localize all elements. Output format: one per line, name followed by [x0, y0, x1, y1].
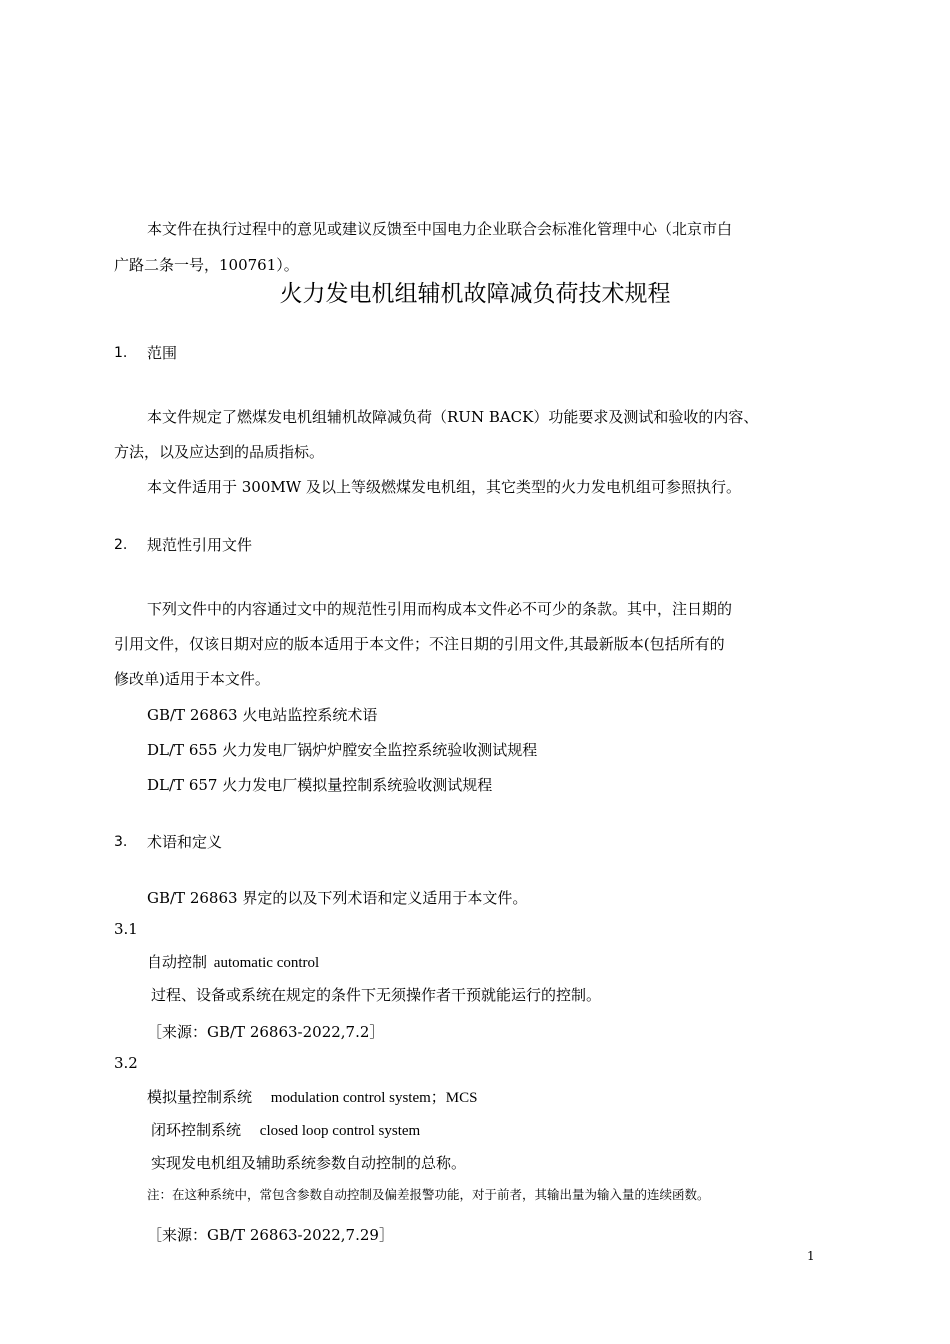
section-2-paragraph-line-1: 下列文件中的内容通过文中的规范性引用而构成本文件必不可少的条款。其中，注日期的: [147, 600, 733, 618]
term-definition: 过程、设备或系统在规定的条件下无须操作者干预就能运行的控制。: [151, 986, 602, 1004]
section-2-paragraph-line-2: 引用文件，仅该日期对应的版本适用于本文件；不注日期的引用文件,其最新版本(包括所有的: [114, 635, 725, 653]
section-1-title: 范围: [147, 344, 178, 362]
section-1-paragraph-1-line-1: 本文件规定了燃煤发电机组辅机故障减负荷（RUN BACK）功能要求及测试和验收的内容、: [147, 408, 759, 426]
section-2-paragraph-line-3: 修改单)适用于本文件。: [114, 670, 270, 688]
preface-line-1: 本文件在执行过程中的意见或建议反馈至中国电力企业联合会标准化管理中心（北京市白: [147, 220, 733, 238]
section-3-intro: GB/T 26863 界定的以及下列术语和定义适用于本文件。: [147, 889, 528, 907]
term-alternative: [151, 1120, 420, 1141]
term-alt-en: closed loop control system: [259, 1123, 421, 1139]
section-1-paragraph-1-line-2: 方法，以及应达到的品质指标。: [114, 443, 325, 461]
section-1-number: 1.: [114, 345, 128, 361]
term-name-en: automatic control: [213, 955, 320, 971]
term-number: 3.2: [114, 1054, 138, 1072]
term-name-cn: 自动控制: [147, 953, 208, 971]
normative-reference: GB/T 26863 火电站监控系统术语: [147, 706, 378, 724]
section-2-number: 2.: [114, 537, 128, 553]
document-title: 火力发电机组辅机故障减负荷技术规程: [279, 281, 671, 307]
term-number: 3.1: [114, 920, 138, 938]
normative-reference: DL/T 655 火力发电厂锅炉炉膛安全监控系统验收测试规程: [147, 741, 538, 759]
section-3-title: 术语和定义: [147, 833, 223, 851]
term-heading: [147, 952, 319, 973]
term-definition: 实现发电机组及辅助系统参数自动控制的总称。: [151, 1154, 467, 1172]
term-alt-cn: 闭环控制系统: [151, 1121, 242, 1139]
section-2-title: 规范性引用文件: [147, 536, 253, 554]
term-name-en: modulation control system；MCS: [270, 1090, 478, 1106]
term-source: ［来源：GB/T 26863-2022,7.29］: [147, 1226, 394, 1244]
preface-line-2: 广路二条一号，100761）。: [114, 256, 299, 274]
normative-reference: DL/T 657 火力发电厂模拟量控制系统验收测试规程: [147, 776, 493, 794]
term-note: [147, 1186, 710, 1204]
page-number: 1: [807, 1249, 815, 1263]
note-label: 注：: [147, 1187, 173, 1202]
section-1-paragraph-2: 本文件适用于 300MW 及以上等级燃煤发电机组，其它类型的火力发电机组可参照执行。: [147, 478, 741, 496]
note-text: 在这种系统中，常包含参数自动控制及偏差报警功能，对于前者，其输出量为输入量的连续函数。: [172, 1187, 710, 1202]
term-source: ［来源：GB/T 26863-2022,7.2］: [147, 1023, 385, 1041]
section-3-number: 3.: [114, 834, 128, 850]
term-heading: [147, 1087, 477, 1108]
term-name-cn: 模拟量控制系统: [147, 1088, 253, 1106]
